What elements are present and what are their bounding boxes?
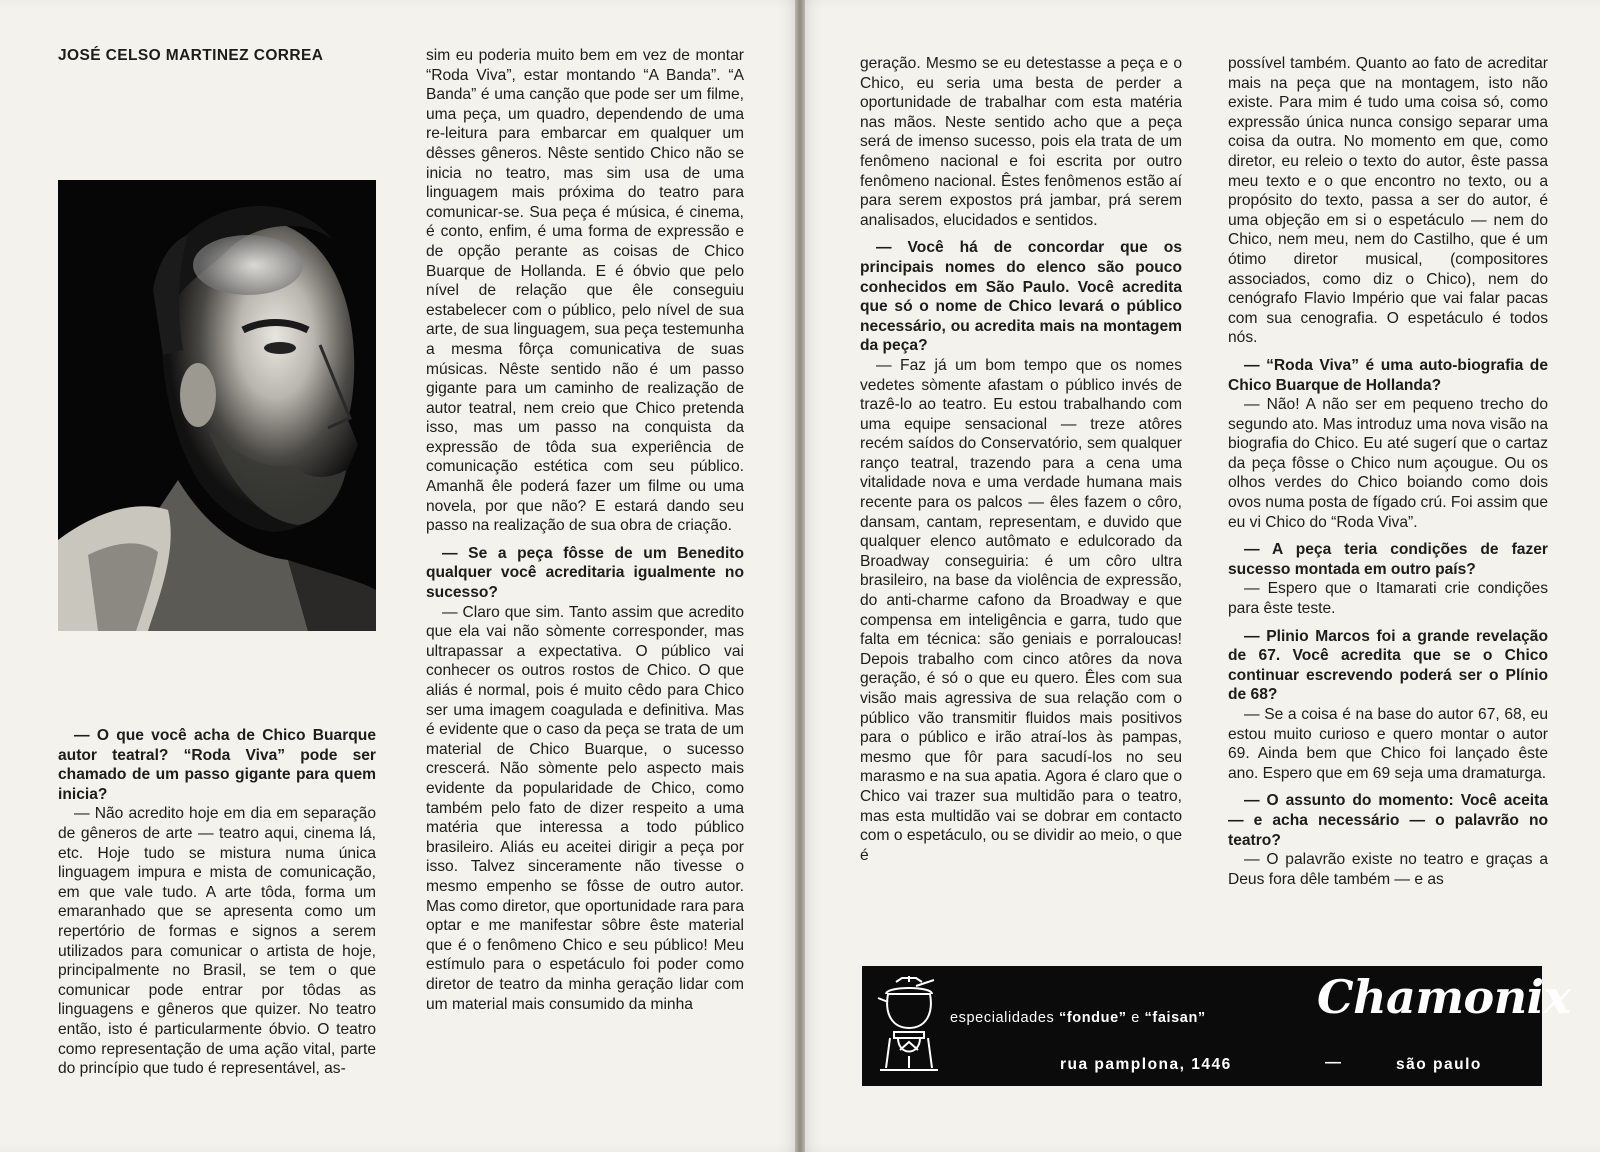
ad-separator: —: [1325, 1054, 1341, 1071]
ad-city: são paulo: [1396, 1056, 1482, 1073]
interview-answer: — Não! A não ser em pequeno trecho do segundo ato. Mas introduz uma nova visão na biografia do Chico. Eu até sugerí que o cartaz da peça fôsse o Chico num açougue. Ou os olhos verdes do Chico boiando como dois ovos numa posta de fígado crú. Foi assim que eu vi Chico do “Roda Viva”.: [1228, 396, 1548, 531]
interview-question: — O que você acha de Chico Buarque autor teatral? “Roda Viva” pode ser chamado de um passo gigante para quem inicia?: [58, 727, 376, 803]
column-4: [1228, 54, 1548, 889]
fondue-pot-icon: [876, 976, 942, 1081]
column-1: [58, 726, 376, 1079]
interview-question: — Se a peça fôsse de um Benedito qualquer você acreditaria igualmente no sucesso?: [426, 544, 744, 602]
portrait-photo: [58, 180, 376, 631]
interview-answer: — Se a coisa é na base do autor 67, 68, eu estou muito curioso e quero montar o autor 69. Ainda bem que Chico foi lançado êste ano. Espero que em 69 seja uma dramaturga.: [1228, 706, 1548, 782]
interview-answer: — Não acredito hoje em dia em separação de gêneros de arte — teatro aqui, cinema lá, etc. Hoje tudo se mistura numa única linguagem impura e mista de comunicação, em que vale tudo. A arte tôda, forma um emaranhado que se apresenta como um repertório de formas e signos a serem utilizados para comunicar o artista de hoje, principalmente no Brasil, se tem o que comunicar pode entrar por tôdas as linguagens e gêneros que quizer. No teatro então, isto é particularmente óbvio. O teatro como representação de uma ação vital, parte do princípio que tudo é representável, as-: [58, 805, 376, 1078]
answer-continuation: sim eu poderia muito bem em vez de montar “Roda Viva”, estar montando “A Banda”. “A Banda” é uma canção que pode ser um filme, uma peça, um quadro, dependendo de uma re-leitura para embarcar em qualquer um dêsses gêneros. Nêste sentido Chico não se inicia no teatro, mas sim usa de uma linguagem mais próxima do teatro para comunicar-se. Sua peça é música, é cinema, é conto, enfim, é uma forma de expressão e de opção perante as coisas de Chico Buarque de Hollanda. E é óbvio que pelo nível de relação que êle conseguiu estabelecer com o público, pelo nível de sua arte, de sua linguagem, sua peça testemunha a mesma fôrça comunicativa de suas músicas. Nêste sentido não é um passo gigante para um caminho de realização de autor teatral, nem creio que Chico pretenda isso, mas um passo na conquista da expressão de tôda sua experiência de comunicação estética com seu público. Amanhã êle poderá fazer um filme ou uma novela, por que não? E estará dando seu passo na realização de sua obra de criação.: [426, 47, 744, 535]
ad-tagline: [950, 1010, 1206, 1026]
chamonix-advertisement: [862, 966, 1571, 1086]
ad-conjunction: e: [1131, 1010, 1140, 1026]
interview-question: — Você há de concordar que os principais nomes do elenco são pouco conhecidos em São Paulo. Você acredita que só o nome de Chico levará o público necessário, ou acredita mais na montagem da peça?: [860, 239, 1182, 355]
ad-brand-logo: Chamonix: [1317, 970, 1571, 1024]
interview-question: — O assunto do momento: Você aceita — e acha necessário — o palavrão no teatro?: [1228, 792, 1548, 849]
answer-continuation: possível também. Quanto ao fato de acreditar mais na peça que na montagem, isto não existe. Para mim é tudo uma coisa só, como expressão única nunca consigo separar uma coisa da outra. No momento em que, como diretor, eu releio o texto do autor, êste passa meu texto e o que encontro no texto, ou a propósito do texto, passa a ser do autor, é uma objeção em si o espetáculo — nem do Chico, nem meu, nem do Castilho, que é um ótimo diretor musical, (compositores associados, como diz o Chico), nem do cenógrafo Flavio Império que vai falar pacas com sua cenografia. O espetáculo é todos nós.: [1228, 55, 1548, 347]
interview-question: — Plinio Marcos foi a grande revelação de 67. Você acredita que se o Chico continuar escrevendo poderá ser o Plínio de 68?: [1228, 627, 1548, 704]
column-2: [426, 46, 744, 1014]
ad-tagline-prefix: especialidades: [950, 1010, 1055, 1026]
column-3: [860, 54, 1182, 865]
interview-answer: — Espero que o Itamarati crie condições para êste teste.: [1228, 580, 1548, 618]
book-gutter: [795, 0, 805, 1152]
interview-answer: — Faz já um bom tempo que os nomes vedetes sòmente afastam o público invés de trazê-lo ao teatro. Eu estou trabalhando com uma equipe sensacional — treze atôres recém saídos do Conservatório, sem qualquer ranço teatral, trazendo para a cena uma vitalidade nova e uma verdade humana mais recente para os palcos — êles fazem o côro, dansam, cantam, representam, e duvido que qualquer elenco autômato e edulcorado da Broadway conseguiria: é um côro ultra brasileiro, na base da violência de expressão, do anti-charme cafono da Broadway e que compensa em inteligência e garra, tudo que falta em técnica: são geniais e porraloucas! Depois trabalho com cinco atôres da nova geração, é só o que eu quero. Êles com sua visão mais agressiva de sua relação com o público vão transmitir fluidos mais positivos para o público e irão atraí-los às pampas, mesmo que fôr para sacudí-los no seu marasmo e na sua apatia. Agora é claro que o Chico vai trazer sua multidão para o teatro, mas esta multidão vai se dobrar em contacto com o espetáculo, ou se dividir ao meio, o que é: [860, 356, 1182, 864]
ad-item-faisan: “faisan”: [1144, 1010, 1206, 1026]
ad-address: rua pamplona, 1446: [1060, 1056, 1232, 1073]
interview-question: — “Roda Viva” é uma auto-biografia de Chico Buarque de Hollanda?: [1228, 356, 1548, 394]
author-byline: JOSÉ CELSO MARTINEZ CORREA: [58, 47, 324, 64]
interview-question: — A peça teria condições de fazer sucesso montada em outro país?: [1228, 541, 1548, 578]
answer-continuation: geração. Mesmo se eu detestasse a peça e o Chico, eu seria uma besta de perder a oportunidade de trabalhar com esta matéria nas mãos. Neste sentido acho que a peça será de imenso sucesso, pois ela trata de um fenômeno nacional e foi escrita por outro fenômeno nacional. Êstes fenômenos estão aí para serem expostos prá jambar, prá serem analisados, elucidados e sentidos.: [860, 55, 1182, 229]
interview-answer: — O palavrão existe no teatro e graças a Deus fora dêle também — e as: [1228, 851, 1548, 888]
ad-item-fondue: “fondue”: [1058, 1010, 1127, 1026]
interview-answer: — Claro que sim. Tanto assim que acredito que ela vai não sòmente corresponder, mas ultrapassar a expectativa. O público vai conhecer os outros rostos de Chico. O que aliás é normal, pois é muito cêdo para Chico ser uma imagem coagulada e definitiva. Mas é evidente que o caso da peça se trata de um material de Chico Buarque, o sucesso crescerá. Não sòmente pelo aspecto mais evidente da popularidade de Chico, como também pelo fato de dizer respeito a uma matéria que interessa a todo público brasileiro. Aliás eu aceitei dirigir a peça por isso. Talvez sinceramente não tivesse o mesmo empenho se fôsse de outro autor. Mas como diretor, que oportunidade rara para optar e me manifestar sôbre êste material que é o fenômeno Chico e seu público! Meu estímulo para o espetáculo foi poder como diretor de teatro da minha geração lidar com um material mais consumido da minha: [426, 603, 744, 1013]
